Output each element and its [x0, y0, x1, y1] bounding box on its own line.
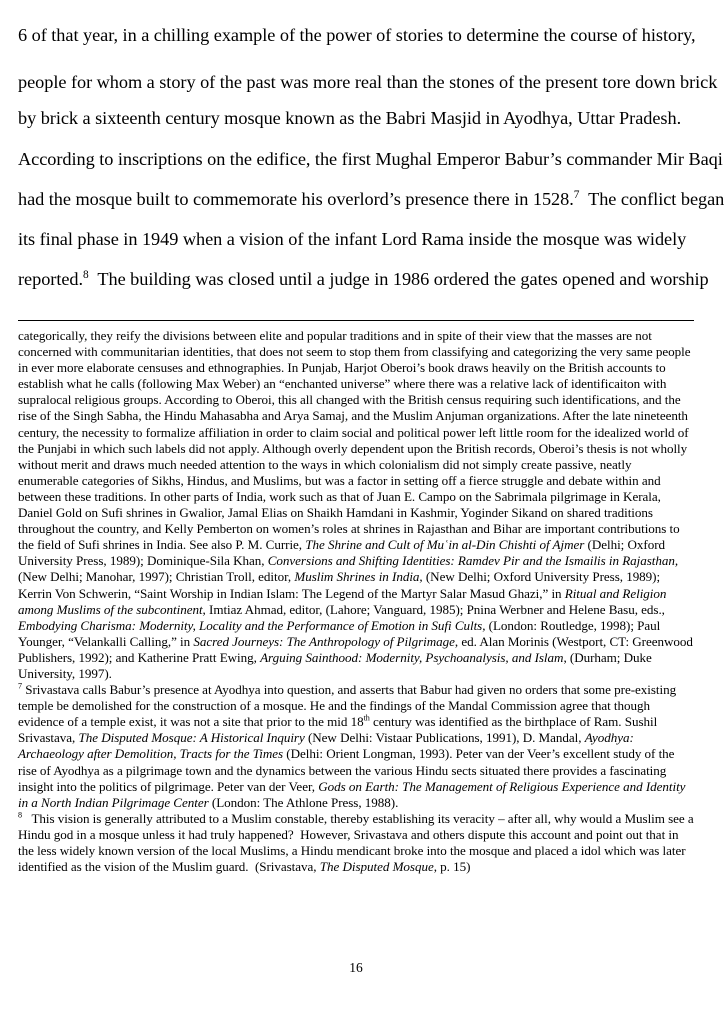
fn-cont-text-2: (New Delhi; Manohar, 1997); Christian Troll, editor, — [18, 569, 295, 585]
fn-cont-title-ahmad: Ritual and Religion among Muslims of the subcontinent, — [18, 585, 667, 617]
fn-cont-title-werbner: Embodying Charisma: Modernity, Locality and the Performance of Emotion in Sufi Cults, — [18, 617, 486, 633]
body-line-7-tail: The building was closed until a judge in 1986 ordered the gates opened and worship — [97, 269, 709, 289]
fn7-text-0: Srivastava calls Babur’s presence at Ayodhya into question, and asserts that Babur had given no orders that some pre-existing temple be demolished for the construction of a mosque. He and the findings of the Mandal Commission agree that though evidence of a temple exist, it was not a site that prior to the mid 18 — [18, 682, 677, 730]
fn-cont-text-7: , (Durham; Duke University, 1997). — [18, 649, 652, 681]
body-line-5-text: had the mosque built to commemorate his overlord’s presence there in 1528. — [18, 189, 574, 209]
fn-cont-text-0: categorically, they reify the divisions between elite and popular traditions and in spite of their view that the masses are not concerned with communitarian identities, that does not seem to stop them from classifying and categorizing the very same people in ever more elaborate censuses and ethnographies. In Punjab, Harjot Oberoi’s book draws heavily on the British accounts to establish what he calls (following Max Weber) an “enchanted universe” where there was a relative lack of identificaiton with supralocal religious groups. According to Oberoi, this all changed with the British census requiring such identifications, and the rise of the Singh Sabha, the Hindu Mahasabha and Arya Samaj, and the Muslim Anjuman organizations. After the late nineteenth century, the necessity to formalize affiliation in order to claim social and political power left little room for the idealized world of the Punjabi in which such labels did not apply. Although overly dependent upon the British records, Oberoi’s thesis is not wholly without merit and draws much needed attention to the ways in which colonialism did not simply create passive, neatly enumerable categories of Sikhs, Hindus, and Muslims, but was a factor in setting off a fierce struggle and debate within and between these traditions. In other parts of India, work such as that of Juan E. Campo on the Sabrimala pilgrimage in Kerala, Daniel Gold on Sufi shrines in Gwalior, Jamal Elias on Shaikh Hamdani in Kashmir, Yoginder Sikand on shared traditions throughout the country, and Kelly Pemberton on women’s roles at shrines in Rajasthan and Bihar are important contributions to the field of Sufi shrines in India. See also P. M. Currie, — [18, 328, 691, 553]
page-number: 16 — [349, 960, 363, 975]
body-line-7 — [18, 268, 709, 290]
fn-cont-title-currie: The Shrine and Cult of Muʿin al-Din Chishti of Ajmer — [305, 537, 585, 553]
fn-cont-text-5: (London: Routledge, 1998); Paul Younger, “Velankalli Calling,” in — [18, 617, 661, 649]
footnote-7-number: 7 — [18, 681, 23, 691]
fn8-text-1: , p. 15) — [433, 859, 471, 875]
footnote-7 — [18, 682, 694, 811]
body-line-4: According to inscriptions on the edifice, the first Mughal Emperor Babur’s commander Mir Baqi — [18, 149, 723, 169]
fn-cont-text-6: , ed. Alan Morinis (Westport, CT: Greenwood Publishers, 1992); and Katherine Pratt Ewing, — [18, 633, 693, 665]
body-line-7-text: reported. — [18, 269, 84, 289]
fn-cont-title-ewing: Arguing Sainthood: Modernity, Psychoanalysis, and Islam — [260, 649, 564, 665]
fn7-text-2: (New Delhi: Vistaar Publications, 1991), D. Mandal, — [304, 730, 585, 746]
fn7-text-3: (Delhi: Orient Longman, 1993). Peter van der Veer’s excellent study of the rise of Ayodhya as a pilgrimage town and the dynamics between the various Hindu sects situated there provides a fascinating insight into the politics of pilgrimage. Peter van der Veer, — [18, 746, 675, 794]
body-line-2: people for whom a story of the past was more real than the stones of the present tore down brick — [18, 72, 718, 92]
fn7-text-1: century was identified as the birthplace of Ram. Sushil Srivastava, — [18, 714, 658, 746]
fn7-title-vanderveer: Gods on Earth: The Management of Religious Experience and Identity in a North Indian Pilgrimage Center — [18, 778, 686, 810]
fn7-text-4: (London: The Athlone Press, 1988). — [208, 794, 399, 810]
footnote-continued — [18, 328, 694, 682]
body-line-6: its final phase in 1949 when a vision of the infant Lord Rama inside the mosque was widely — [18, 229, 687, 249]
footnote-8-number: 8 — [18, 810, 23, 820]
fn-cont-text-4: Imtiaz Ahmad, editor, (Lahore; Vanguard, 1985); Pnina Werbner and Helene Basu, eds., — [205, 601, 665, 617]
fn8-title: The Disputed Mosque — [319, 859, 434, 875]
fn-cont-title-khan: Conversions and Shifting Identities: Ramdev Pir and the Ismailis in Rajasthan, — [267, 553, 679, 569]
fn-cont-text-3: (New Delhi; Oxford University Press, 1989); Kerrin Von Schwerin, “Saint Worship in Indian Islam: The Legend of the Martyr Salar Masud Ghazi,” in — [18, 569, 661, 601]
fn8-text-0: This vision is generally attributed to a Muslim constable, thereby establishing its veracity – after all, why would a Muslim see a Hindu god in a mosque unless it had truly happened? However, Srivastava and others dispute this account and point out that in the less widely known version of the local Muslims, a Hindu mendicant broke into the mosque and placed a idol which was later identified as the vision of the Muslim guard. (Srivastava, — [18, 810, 697, 875]
footnote-ref-8[interactable]: 8 — [83, 268, 89, 281]
fn7-ordinal: th — [363, 713, 370, 723]
body-line-5-tail: The conflict began — [579, 189, 724, 209]
footnotes — [18, 328, 697, 875]
footnote-separator — [18, 320, 694, 321]
fn-cont-title-troll: Muslim Shrines in India, — [294, 569, 423, 585]
footnote-ref-7[interactable]: 7 — [573, 188, 580, 201]
footnote-8 — [18, 810, 697, 875]
fn7-title-mandal: Ayodhya: Archaeology after Demolition, Tracts for the Times — [18, 730, 634, 762]
body-line-5 — [18, 188, 724, 210]
fn-cont-title-morinis: Sacred Journeys: The Anthropology of Pilgrimage — [193, 633, 455, 649]
body-line-1: 6 of that year, in a chilling example of the power of stories to determine the course of history, — [18, 25, 696, 45]
fn7-title-srivastava: The Disputed Mosque: A Historical Inquiry — [78, 730, 305, 746]
fn-cont-text-1: (Delhi; Oxford University Press, 1989); Dominique-Sila Khan, — [18, 537, 666, 569]
body-line-3: by brick a sixteenth century mosque known as the Babri Masjid in Ayodhya, Uttar Pradesh. — [18, 108, 682, 128]
